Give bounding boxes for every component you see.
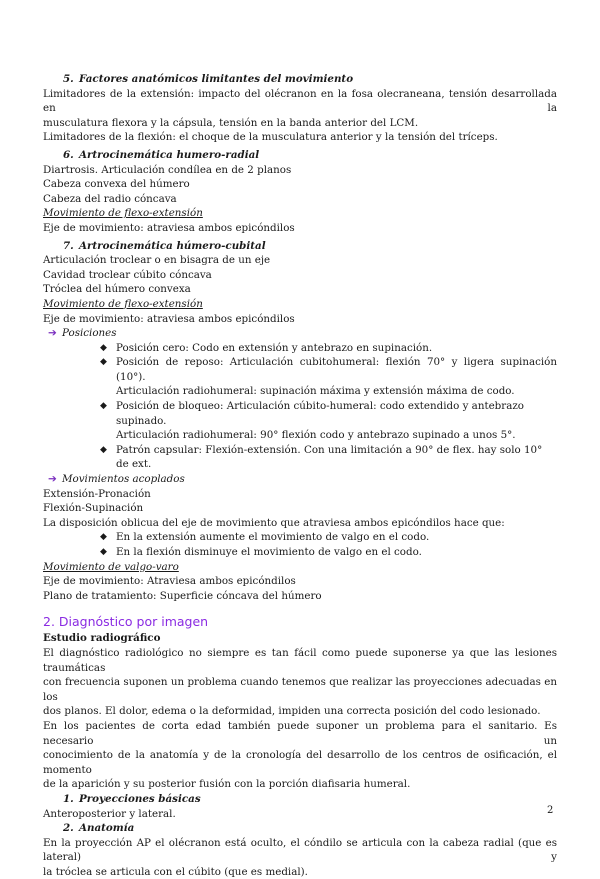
paragraph-line: de la aparición y su posterior fusión con la porción diafisaria humeral. [43, 778, 411, 791]
paragraph-line: Cabeza del radio cóncava [43, 192, 177, 205]
paragraph-line: Eje de movimiento: atraviesa ambos epicóndilos [43, 221, 295, 234]
subheading: Movimiento de flexo-extensión [43, 297, 203, 310]
paragraph-line: La disposición oblicua del eje de movimiento que atraviesa ambos epicóndilos hace que: [43, 516, 505, 529]
paragraph-line: conocimiento de la anatomía y de la cronología del desarrollo de los centros de osificación, el momento [43, 749, 557, 776]
paragraph-line: Flexión-Supinación [43, 502, 144, 515]
paragraph-line: Limitadores de la flexión: el choque de la musculatura anterior y la tensión del tríceps. [43, 131, 498, 144]
page-number: 2 [547, 805, 554, 816]
paragraph-line: El diagnóstico radiológico no siempre es tan fácil como puede suponerse ya que las lesiones traumáticas [43, 646, 557, 674]
document-page [43, 72, 557, 879]
numbered-heading: 1. Proyecciones básicas [63, 792, 201, 805]
arrow-bullet-icon: ➔ [48, 327, 57, 340]
paragraph-line: musculatura flexora y la cápsula, tensión en la banda anterior del LCM. [43, 116, 419, 129]
diamond-bullet-icon: ◆ [100, 357, 107, 368]
paragraph-line: En los pacientes de corta edad también puede suponer un problema para el sanitario. Es necesario un [43, 719, 557, 747]
section-6-heading: 6. Artrocinemática humero-radial [63, 148, 260, 161]
paragraph-line: En la proyección AP el olécranon está oculto, el cóndilo se articula con la cabeza radial (que es lateral) y [43, 836, 557, 864]
paragraph-line: Eje de movimiento: atraviesa ambos epicóndilos [43, 312, 295, 325]
list-item-continuation: Articulación radiohumeral: supinación máxima y extensión máxima de codo. [116, 385, 515, 398]
diamond-bullet-icon: ◆ [100, 401, 107, 412]
list-item: ◆ Posición cero: Codo en extensión y antebrazo en supinación. [100, 341, 433, 354]
acoplados-heading: ➔ Movimientos acoplados [48, 473, 185, 486]
paragraph-line: Diartrosis. Articulación condílea en de 2 planos [43, 163, 292, 176]
numbered-heading: 2. Anatomía [63, 822, 135, 835]
arrow-bullet-icon: ➔ [48, 473, 57, 486]
section-7-heading: 7. Artrocinemática húmero-cubital [63, 239, 266, 252]
paragraph-line: Cabeza convexa del húmero [43, 178, 190, 191]
paragraph-line: Eje de movimiento: Atraviesa ambos epicóndilos [43, 575, 296, 588]
list-item: ◆ En la extensión aumente el movimiento de valgo en el codo. [100, 531, 430, 544]
subheading: Movimiento de valgo-varo [43, 560, 179, 573]
section-heading: 2. Diagnóstico por imagen [43, 614, 209, 630]
paragraph-line: la tróclea se articula con el cúbito (que es medial). [43, 865, 308, 878]
paragraph-line: Anteroposterior y lateral. [43, 807, 176, 820]
paragraph-line: dos planos. El dolor, edema o la deformidad, impiden una correcta posición del codo lesionado. [43, 705, 541, 718]
paragraph-line: Plano de tratamiento: Superficie cóncava del húmero [43, 589, 322, 602]
section-5-heading: 5. Factores anatómicos limitantes del movimiento [63, 73, 354, 85]
diamond-bullet-icon: ◆ [100, 342, 107, 353]
paragraph-line: Articulación troclear o en bisagra de un eje [43, 254, 271, 267]
list-item: ◆ En la flexión disminuye el movimiento de valgo en el codo. [100, 546, 422, 558]
list-item: ◆ Posición de bloqueo: Articulación cúbito-humeral: codo extendido y antebrazo supinado. [100, 400, 524, 427]
paragraph-line: Extensión-Pronación [43, 487, 151, 500]
diamond-bullet-icon: ◆ [100, 532, 107, 543]
subsection-heading: Estudio radiográfico [43, 632, 161, 645]
paragraph-line: Cavidad troclear cúbito cóncava [43, 268, 212, 281]
paragraph-line: con frecuencia suponen un problema cuando tenemos que realizar las proyecciones adecuadas en los [43, 676, 557, 703]
posiciones-heading: ➔ Posiciones [48, 327, 117, 340]
list-item: ◆ Patrón capsular: Flexión-extensión. Con una limitación a 90° de flex. hay solo 10° de ext. [100, 443, 543, 471]
paragraph-line: Limitadores de la extensión: impacto del olécranon en la fosa olecraneana, tensión desarrollada en la [43, 87, 557, 115]
subheading: Movimiento de flexo-extensión [43, 207, 203, 220]
diamond-bullet-icon: ◆ [100, 547, 107, 557]
list-item-continuation: Articulación radiohumeral: 90° flexión codo y antebrazo supinado a unos 5°. [116, 429, 516, 442]
paragraph-line: Tróclea del húmero convexa [43, 283, 191, 296]
diamond-bullet-icon: ◆ [100, 444, 107, 455]
list-item: ◆ Posición de reposo: Articulación cubitohumeral: flexión 70° y ligera supinación (10°). [100, 356, 557, 383]
